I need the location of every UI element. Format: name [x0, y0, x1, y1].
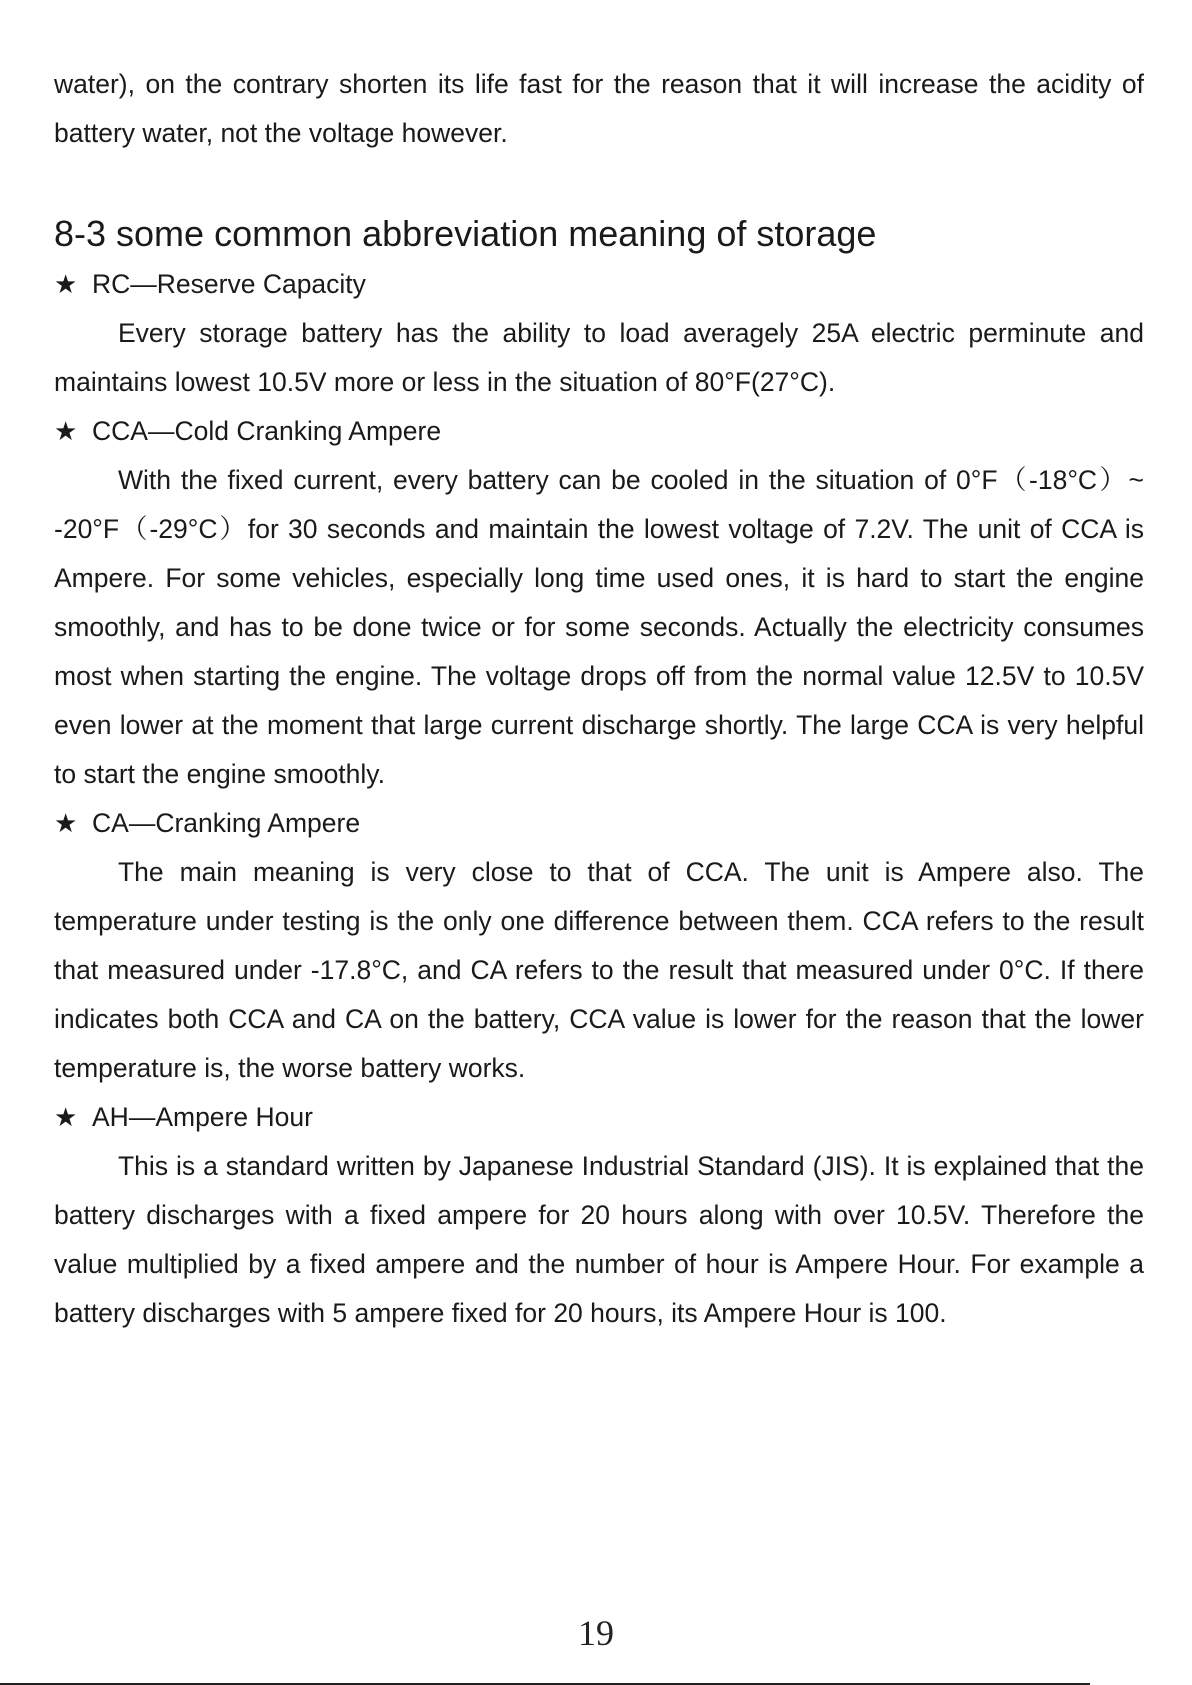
page-number: 19: [578, 1613, 614, 1653]
intro-paragraph: water), on the contrary shorten its life fast for the reason that it will increase the acidity of battery water, not the voltage however.: [54, 69, 1144, 148]
item-paragraph-cca: With the fixed current, every battery can be cooled in the situation of 0°F（-18°C）~ -20°F（-29°C）for 30 seconds and maintain the lowest voltage of 7.2V. The unit of CCA is Ampere. For some vehicles, especially long time used ones, it is hard to start the engine smoothly, and has to be done twice or for some seconds. Actually the electricity consumes most when starting the engine. The voltage drops off from the normal value 12.5V to 10.5V even lower at the moment that large current discharge shortly. The large CCA is very helpful to start the engine smoothly.: [54, 465, 1144, 789]
star-icon: ★: [54, 1102, 78, 1132]
star-icon: ★: [54, 416, 78, 446]
item-heading-ah: [54, 1093, 1144, 1142]
item-heading-label: AH—Ampere Hour: [92, 1102, 313, 1132]
item-paragraph-ah: This is a standard written by Japanese Industrial Standard (JIS). It is explained that the battery discharges with a fixed ampere for 20 hours along with over 10.5V. Therefore the value multiplied by a fixed ampere and the number of hour is Ampere Hour. For example a battery discharges with 5 ampere fixed for 20 hours, its Ampere Hour is 100.: [54, 1151, 1144, 1328]
star-icon: ★: [54, 808, 78, 838]
item-heading-label: RC—Reserve Capacity: [92, 269, 366, 299]
item-paragraph-rc: Every storage battery has the ability to load averagely 25A electric perminute and maintains lowest 10.5V more or less in the situation of 80°F(27°C).: [54, 318, 1144, 397]
item-ah: [54, 1093, 1144, 1338]
page-body: [54, 60, 1144, 1338]
item-cca: [54, 407, 1144, 799]
item-heading-rc: [54, 260, 1144, 309]
star-icon: ★: [54, 269, 78, 299]
item-heading-label: CA—Cranking Ampere: [92, 808, 361, 838]
item-heading-ca: [54, 799, 1144, 848]
item-heading-cca: [54, 407, 1144, 456]
item-ca: [54, 799, 1144, 1093]
section-title: 8-3 some common abbreviation meaning of storage: [54, 213, 877, 254]
item-rc: [54, 260, 1144, 407]
item-paragraph-ca: The main meaning is very close to that of CCA. The unit is Ampere also. The temperature under testing is the only one difference between them. CCA refers to the result that measured under -17.8°C, and CA refers to the result that measured under 0°C. If there indicates both CCA and CA on the battery, CCA value is lower for the reason that the lower temperature is, the worse battery works.: [54, 857, 1144, 1083]
item-heading-label: CCA—Cold Cranking Ampere: [92, 416, 442, 446]
